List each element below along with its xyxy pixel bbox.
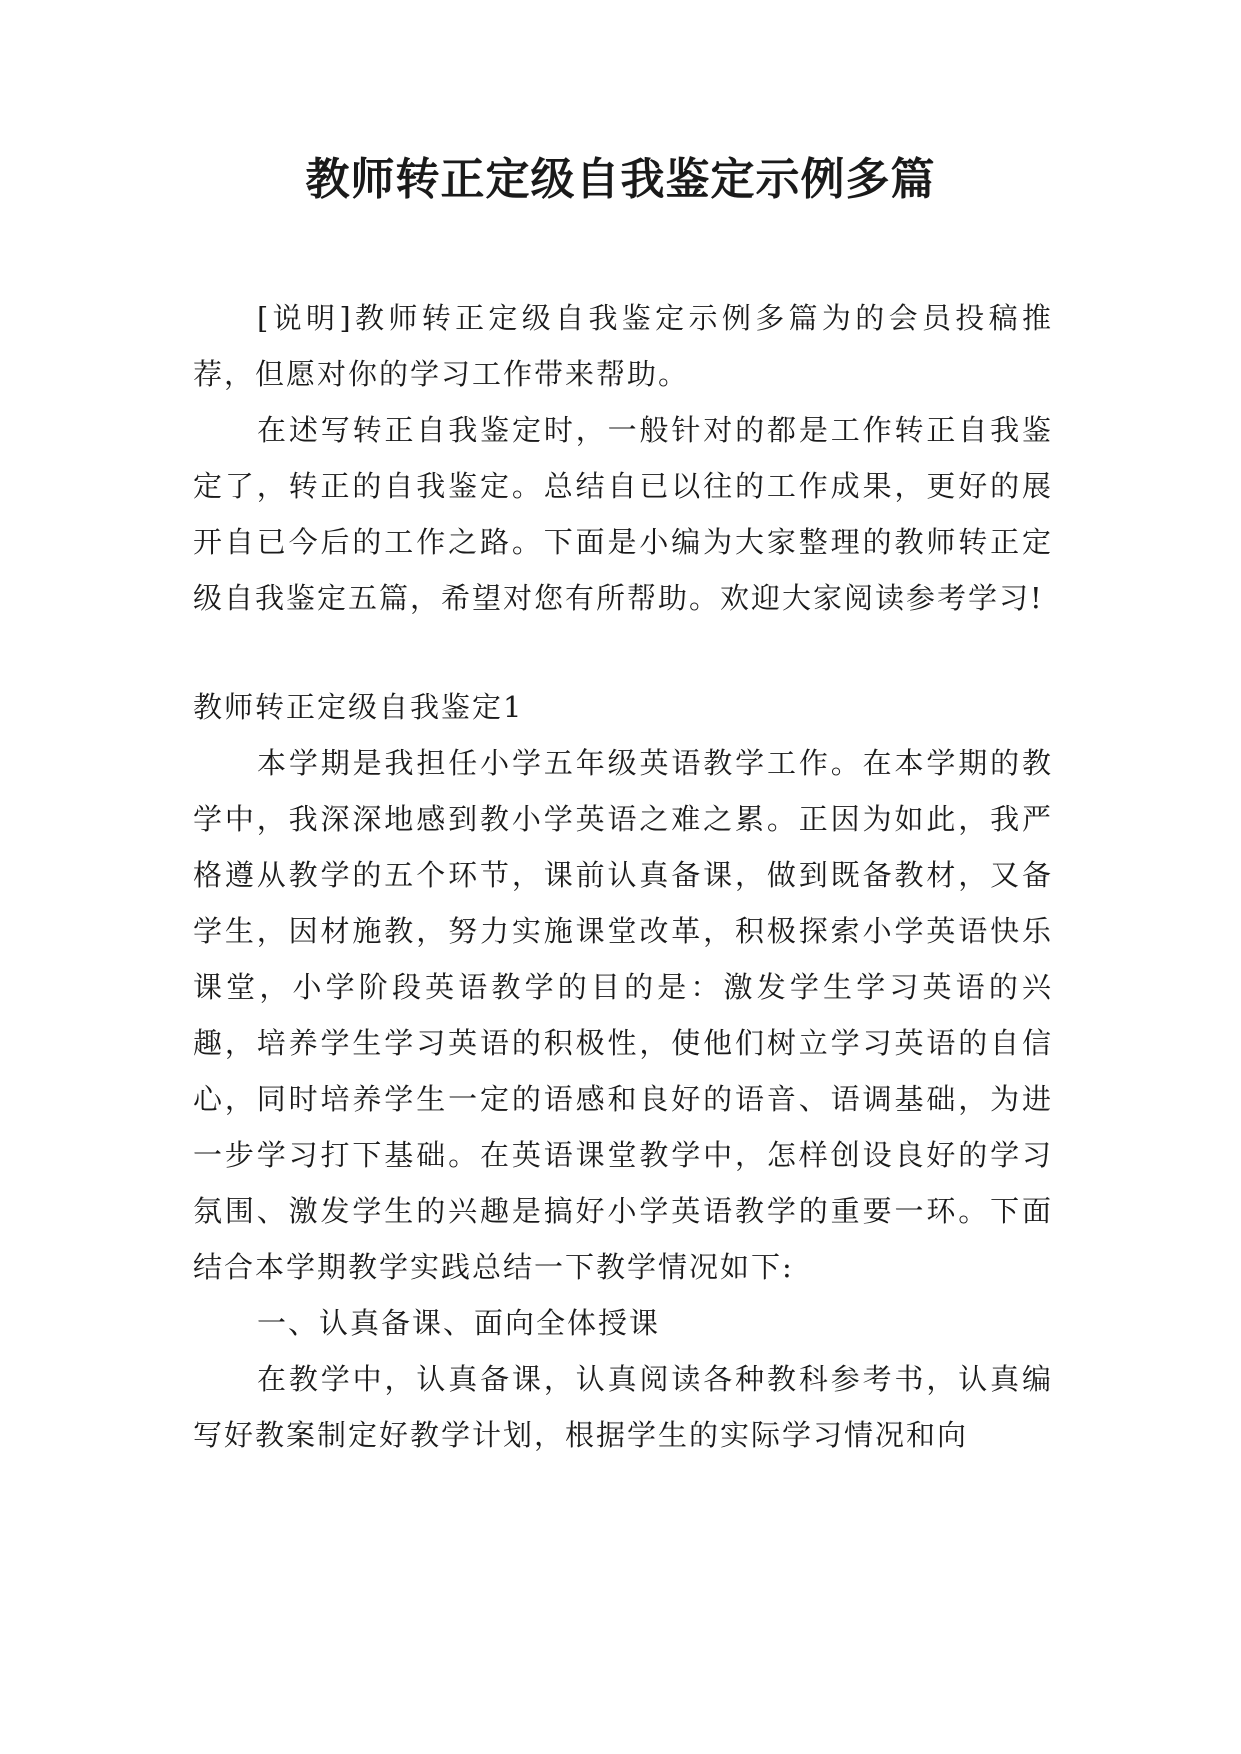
body-paragraph: 本学期是我担任小学五年级英语教学工作。在本学期的教学中，我深深地感到教小学英语之难之累。正因为如此，我严格遵从教学的五个环节，课前认真备课，做到既备教材，又备学生，因材施教，努力实施课堂改革，积极探索小学英语快乐课堂，小学阶段英语教学的目的是：激发学生学习英语的兴趣，培养学生学习英语的积极性，使他们树立学习英语的自信心，同时培养学生一定的语感和良好的语音、语调基础，为进一步学习打下基础。在英语课堂教学中，怎样创设良好的学习氛围、激发学生的兴趣是搞好小学英语教学的重要一环。下面结合本学期教学实践总结一下教学情况如下: bbox=[193, 746, 1053, 1284]
document-body bbox=[193, 290, 1053, 1463]
document-title: 教师转正定级自我鉴定示例多篇 bbox=[305, 154, 936, 205]
section-heading: 教师转正定级自我鉴定1 bbox=[193, 690, 524, 724]
body-paragraph: 在教学中，认真备课，认真阅读各种教科参考书，认真编写好教案制定好教学计划，根据学生的实际学习情况和向 bbox=[193, 1362, 1053, 1452]
intro-paragraph: 在述写转正自我鉴定时，一般针对的都是工作转正自我鉴定了，转正的自我鉴定。总结自已以往的工作成果，更好的展开自已今后的工作之路。下面是小编为大家整理的教师转正定级自我鉴定五篇，希望对您有所帮助。欢迎大家阅读参考学习! bbox=[193, 413, 1053, 615]
section-spacer bbox=[193, 626, 1053, 679]
intro-paragraph: [说明]教师转正定级自我鉴定示例多篇为的会员投稿推荐，但愿对你的学习工作带来帮助。 bbox=[193, 301, 1053, 391]
subheading-paragraph: 一、认真备课、面向全体授课 bbox=[257, 1306, 661, 1340]
